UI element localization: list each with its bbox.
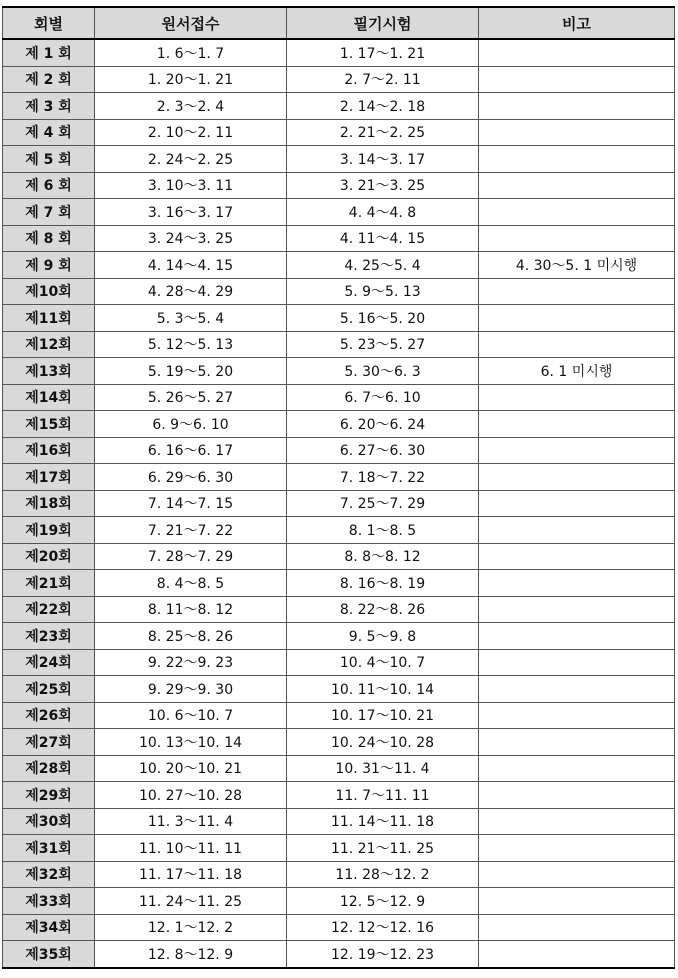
table-row <box>3 172 675 199</box>
note-cell <box>479 729 675 756</box>
table-row <box>3 358 675 385</box>
table-row <box>3 39 675 66</box>
round-cell: 제27회 <box>3 729 95 756</box>
application-cell: 10. 6～10. 7 <box>95 702 287 729</box>
round-cell: 제20회 <box>3 543 95 570</box>
round-cell: 제33회 <box>3 888 95 915</box>
note-cell: 4. 30～5. 1 미시행 <box>479 252 675 279</box>
note-cell <box>479 39 675 66</box>
exam-cell: 6. 20～6. 24 <box>287 411 479 438</box>
application-cell: 11. 17～11. 18 <box>95 861 287 888</box>
note-cell <box>479 808 675 835</box>
round-cell: 제21회 <box>3 570 95 597</box>
round-cell: 제24회 <box>3 649 95 676</box>
round-cell: 제 3 회 <box>3 93 95 120</box>
exam-cell: 10. 17～10. 21 <box>287 702 479 729</box>
exam-cell: 7. 18～7. 22 <box>287 464 479 491</box>
round-cell: 제 4 회 <box>3 119 95 146</box>
note-cell <box>479 172 675 199</box>
table-row <box>3 888 675 915</box>
exam-cell: 10. 31～11. 4 <box>287 755 479 782</box>
note-cell <box>479 835 675 862</box>
round-cell: 제16회 <box>3 437 95 464</box>
note-cell <box>479 782 675 809</box>
exam-cell: 8. 8～8. 12 <box>287 543 479 570</box>
exam-cell: 11. 7～11. 11 <box>287 782 479 809</box>
application-cell: 11. 10～11. 11 <box>95 835 287 862</box>
exam-cell: 2. 14～2. 18 <box>287 93 479 120</box>
table-row <box>3 252 675 279</box>
round-cell: 제19회 <box>3 517 95 544</box>
exam-cell: 5. 9～5. 13 <box>287 278 479 305</box>
note-cell <box>479 278 675 305</box>
table-row <box>3 66 675 93</box>
exam-cell: 6. 7～6. 10 <box>287 384 479 411</box>
header-round: 회별 <box>3 7 95 39</box>
table-row <box>3 570 675 597</box>
note-cell <box>479 543 675 570</box>
table-row <box>3 808 675 835</box>
round-cell: 제14회 <box>3 384 95 411</box>
round-cell: 제13회 <box>3 358 95 385</box>
round-cell: 제34회 <box>3 914 95 941</box>
exam-cell: 1. 17～1. 21 <box>287 39 479 66</box>
round-cell: 제 1 회 <box>3 39 95 66</box>
table-row <box>3 941 675 968</box>
exam-cell: 10. 4～10. 7 <box>287 649 479 676</box>
table-row <box>3 914 675 941</box>
note-cell <box>479 490 675 517</box>
application-cell: 2. 24～2. 25 <box>95 146 287 173</box>
application-cell: 10. 20～10. 21 <box>95 755 287 782</box>
application-cell: 11. 3～11. 4 <box>95 808 287 835</box>
exam-cell: 11. 14～11. 18 <box>287 808 479 835</box>
note-cell <box>479 676 675 703</box>
note-cell <box>479 861 675 888</box>
round-cell: 제32회 <box>3 861 95 888</box>
application-cell: 1. 20～1. 21 <box>95 66 287 93</box>
application-cell: 8. 4～8. 5 <box>95 570 287 597</box>
exam-cell: 6. 27～6. 30 <box>287 437 479 464</box>
application-cell: 5. 26～5. 27 <box>95 384 287 411</box>
round-cell: 제 9 회 <box>3 252 95 279</box>
exam-cell: 12. 12～12. 16 <box>287 914 479 941</box>
header-row <box>3 7 675 39</box>
application-cell: 7. 14～7. 15 <box>95 490 287 517</box>
exam-cell: 12. 5～12. 9 <box>287 888 479 915</box>
round-cell: 제12회 <box>3 331 95 358</box>
application-cell: 5. 12～5. 13 <box>95 331 287 358</box>
table-row <box>3 331 675 358</box>
note-cell <box>479 623 675 650</box>
table-row <box>3 729 675 756</box>
application-cell: 9. 22～9. 23 <box>95 649 287 676</box>
exam-cell: 5. 16～5. 20 <box>287 305 479 332</box>
table-row <box>3 782 675 809</box>
header-application: 원서접수 <box>95 7 287 39</box>
note-cell <box>479 570 675 597</box>
table-row <box>3 384 675 411</box>
note-cell <box>479 305 675 332</box>
note-cell <box>479 914 675 941</box>
exam-cell: 11. 28～12. 2 <box>287 861 479 888</box>
note-cell <box>479 755 675 782</box>
round-cell: 제22회 <box>3 596 95 623</box>
note-cell <box>479 146 675 173</box>
exam-cell: 2. 21～2. 25 <box>287 119 479 146</box>
application-cell: 9. 29～9. 30 <box>95 676 287 703</box>
schedule-table <box>2 6 675 969</box>
round-cell: 제31회 <box>3 835 95 862</box>
table-row <box>3 119 675 146</box>
exam-cell: 10. 11～10. 14 <box>287 676 479 703</box>
table-row <box>3 623 675 650</box>
application-cell: 6. 16～6. 17 <box>95 437 287 464</box>
round-cell: 제 6 회 <box>3 172 95 199</box>
application-cell: 3. 10～3. 11 <box>95 172 287 199</box>
round-cell: 제 7 회 <box>3 199 95 226</box>
table-row <box>3 411 675 438</box>
round-cell: 제29회 <box>3 782 95 809</box>
note-cell <box>479 411 675 438</box>
note-cell <box>479 384 675 411</box>
application-cell: 5. 19～5. 20 <box>95 358 287 385</box>
table-row <box>3 278 675 305</box>
note-cell <box>479 941 675 968</box>
exam-cell: 7. 25～7. 29 <box>287 490 479 517</box>
round-cell: 제 2 회 <box>3 66 95 93</box>
note-cell <box>479 331 675 358</box>
table-row <box>3 755 675 782</box>
header-note: 비고 <box>479 7 675 39</box>
table-row <box>3 93 675 120</box>
exam-cell: 11. 21～11. 25 <box>287 835 479 862</box>
exam-cell: 3. 21～3. 25 <box>287 172 479 199</box>
exam-cell: 4. 11～4. 15 <box>287 225 479 252</box>
application-cell: 7. 28～7. 29 <box>95 543 287 570</box>
exam-cell: 10. 24～10. 28 <box>287 729 479 756</box>
application-cell: 5. 3～5. 4 <box>95 305 287 332</box>
application-cell: 4. 28～4. 29 <box>95 278 287 305</box>
round-cell: 제11회 <box>3 305 95 332</box>
table-row <box>3 861 675 888</box>
exam-cell: 8. 16～8. 19 <box>287 570 479 597</box>
exam-cell: 3. 14～3. 17 <box>287 146 479 173</box>
note-cell <box>479 517 675 544</box>
application-cell: 10. 13～10. 14 <box>95 729 287 756</box>
application-cell: 10. 27～10. 28 <box>95 782 287 809</box>
round-cell: 제25회 <box>3 676 95 703</box>
note-cell <box>479 702 675 729</box>
exam-cell: 5. 23～5. 27 <box>287 331 479 358</box>
round-cell: 제 5 회 <box>3 146 95 173</box>
exam-cell: 5. 30～6. 3 <box>287 358 479 385</box>
application-cell: 11. 24～11. 25 <box>95 888 287 915</box>
round-cell: 제 8 회 <box>3 225 95 252</box>
exam-cell: 8. 1～8. 5 <box>287 517 479 544</box>
application-cell: 12. 8～12. 9 <box>95 941 287 968</box>
application-cell: 8. 25～8. 26 <box>95 623 287 650</box>
round-cell: 제15회 <box>3 411 95 438</box>
table-row <box>3 702 675 729</box>
application-cell: 3. 24～3. 25 <box>95 225 287 252</box>
table-row <box>3 225 675 252</box>
application-cell: 2. 3～2. 4 <box>95 93 287 120</box>
round-cell: 제30회 <box>3 808 95 835</box>
header-exam: 필기시험 <box>287 7 479 39</box>
table-row <box>3 490 675 517</box>
note-cell <box>479 119 675 146</box>
round-cell: 제35회 <box>3 941 95 968</box>
table-row <box>3 543 675 570</box>
round-cell: 제23회 <box>3 623 95 650</box>
application-cell: 7. 21～7. 22 <box>95 517 287 544</box>
exam-cell: 8. 22～8. 26 <box>287 596 479 623</box>
table-row <box>3 146 675 173</box>
round-cell: 제26회 <box>3 702 95 729</box>
application-cell: 4. 14～4. 15 <box>95 252 287 279</box>
table-body <box>3 39 675 968</box>
application-cell: 2. 10～2. 11 <box>95 119 287 146</box>
table-row <box>3 835 675 862</box>
application-cell: 6. 9～6. 10 <box>95 411 287 438</box>
application-cell: 1. 6～1. 7 <box>95 39 287 66</box>
table-row <box>3 517 675 544</box>
table-row <box>3 649 675 676</box>
note-cell <box>479 596 675 623</box>
note-cell <box>479 888 675 915</box>
round-cell: 제18회 <box>3 490 95 517</box>
round-cell: 제10회 <box>3 278 95 305</box>
table-header <box>3 7 675 39</box>
table-row <box>3 199 675 226</box>
table-row <box>3 305 675 332</box>
note-cell <box>479 199 675 226</box>
note-cell <box>479 464 675 491</box>
exam-cell: 9. 5～9. 8 <box>287 623 479 650</box>
table-row <box>3 676 675 703</box>
note-cell <box>479 649 675 676</box>
exam-cell: 2. 7～2. 11 <box>287 66 479 93</box>
note-cell <box>479 437 675 464</box>
application-cell: 12. 1～12. 2 <box>95 914 287 941</box>
table-row <box>3 596 675 623</box>
exam-cell: 4. 25～5. 4 <box>287 252 479 279</box>
note-cell <box>479 66 675 93</box>
note-cell <box>479 225 675 252</box>
application-cell: 3. 16～3. 17 <box>95 199 287 226</box>
application-cell: 8. 11～8. 12 <box>95 596 287 623</box>
table-row <box>3 437 675 464</box>
table-row <box>3 464 675 491</box>
application-cell: 6. 29～6. 30 <box>95 464 287 491</box>
note-cell: 6. 1 미시행 <box>479 358 675 385</box>
round-cell: 제17회 <box>3 464 95 491</box>
exam-cell: 12. 19～12. 23 <box>287 941 479 968</box>
exam-cell: 4. 4～4. 8 <box>287 199 479 226</box>
round-cell: 제28회 <box>3 755 95 782</box>
note-cell <box>479 93 675 120</box>
